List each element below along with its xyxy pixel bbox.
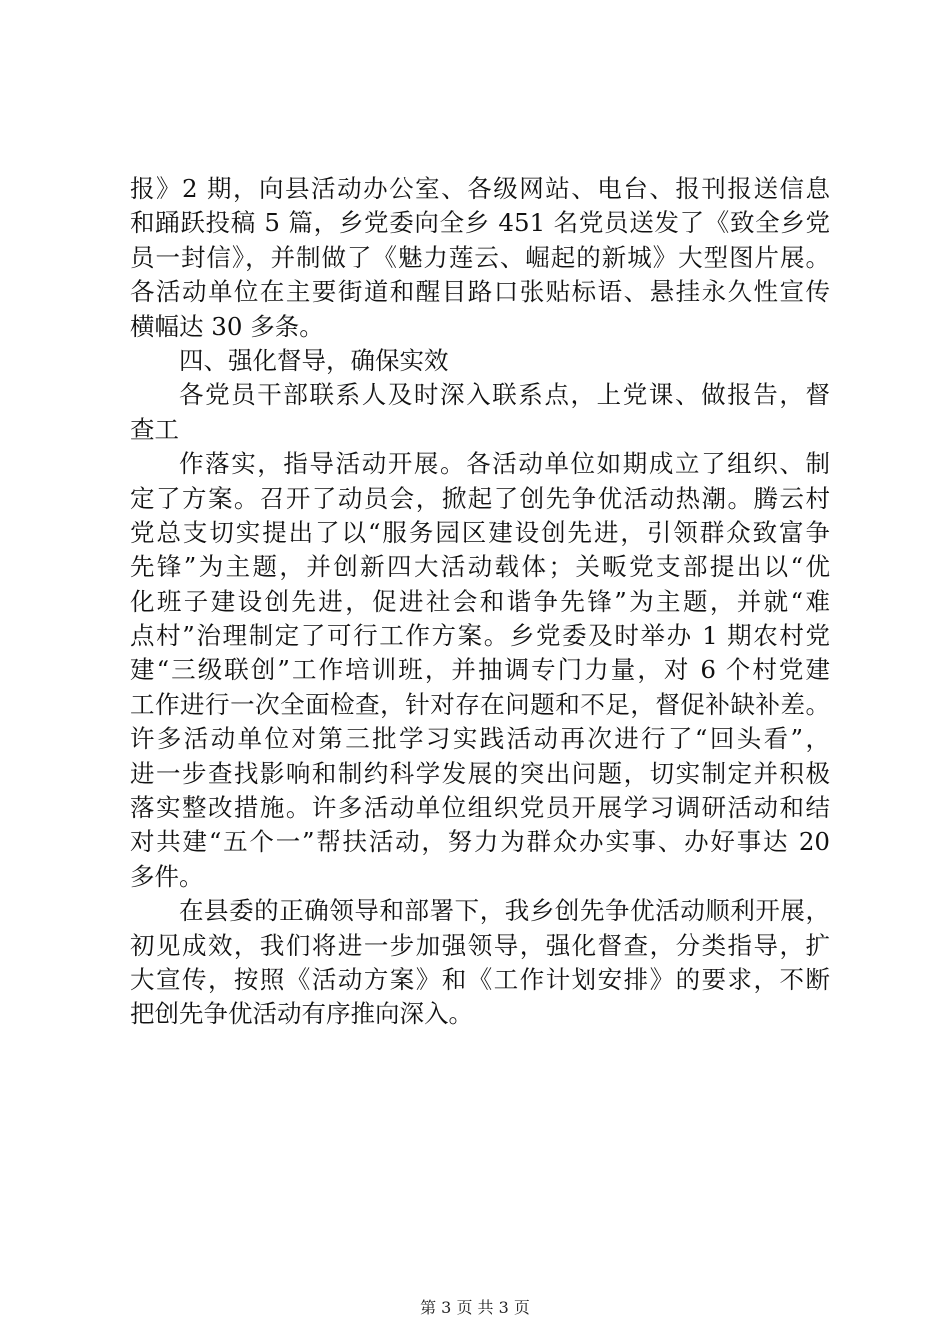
paragraph [130,447,830,894]
page-footer: 第 3 页 共 3 页 [420,1298,530,1317]
paragraph [130,894,830,1032]
text-line: 大宣传，按照《活动方案》和《工作计划安排》的要求，不断 [130,964,830,994]
text-line: 报》2 期，向县活动办公室、各级网站、电台、报刊报送信息 [130,174,830,203]
text-line: 四、强化督导，确保实效 [179,345,449,375]
text-line: 工作进行一次全面检查，针对存在问题和不足，督促补缺补差。 [130,689,830,719]
text-line: 把创先争优活动有序推向深入。 [130,999,473,1029]
text-line: 和踊跃投稿 5 篇，乡党委向全乡 451 名党员送发了《致全乡党 [130,208,830,238]
text-line: 查工 [130,414,179,444]
text-line: 作落实，指导活动开展。各活动单位如期成立了组织、制 [179,449,830,479]
text-line: 各活动单位在主要街道和醒目路口张贴标语、悬挂永久性宣传 [130,277,830,307]
document-body [130,172,830,1032]
text-line: 落实整改措施。许多活动单位组织党员开展学习调研活动和结 [130,793,830,823]
text-line: 初见成效，我们将进一步加强领导，强化督查，分类指导，扩 [130,930,830,960]
text-line: 在县委的正确领导和部署下，我乡创先争优活动顺利开展， [179,896,830,926]
paragraph [130,172,830,344]
text-line: 对共建“五个一”帮扶活动，努力为群众办实事、办好事达 20 [130,827,830,857]
text-line: 点村”治理制定了可行工作方案。乡党委及时举办 1 期农村党 [130,621,830,651]
text-line: 化班子建设创先进，促进社会和谐争先锋”为主题，并就“难 [130,586,830,616]
text-line: 党总支切实提出了以“服务园区建设创先进，引领群众致富争 [130,517,830,547]
paragraph [130,344,830,378]
text-line: 各党员干部联系人及时深入联系点，上党课、做报告，督 [179,380,830,410]
paragraph [130,378,830,447]
text-line: 许多活动单位对第三批学习实践活动再次进行了“回头看”， [130,724,830,754]
text-line: 员一封信》，并制做了《魅力莲云、崛起的新城》大型图片展。 [130,242,830,272]
text-line: 横幅达 30 多条。 [130,311,324,341]
text-line: 先锋”为主题，并创新四大活动载体；关畈党支部提出以“优 [130,552,830,582]
text-line: 多件。 [130,861,204,891]
text-line: 定了方案。召开了动员会，掀起了创先争优活动热潮。腾云村 [130,483,830,513]
text-line: 进一步查找影响和制约科学发展的突出问题，切实制定并积极 [130,758,830,788]
text-line: 建“三级联创”工作培训班，并抽调专门力量，对 6 个村党建 [130,655,830,685]
